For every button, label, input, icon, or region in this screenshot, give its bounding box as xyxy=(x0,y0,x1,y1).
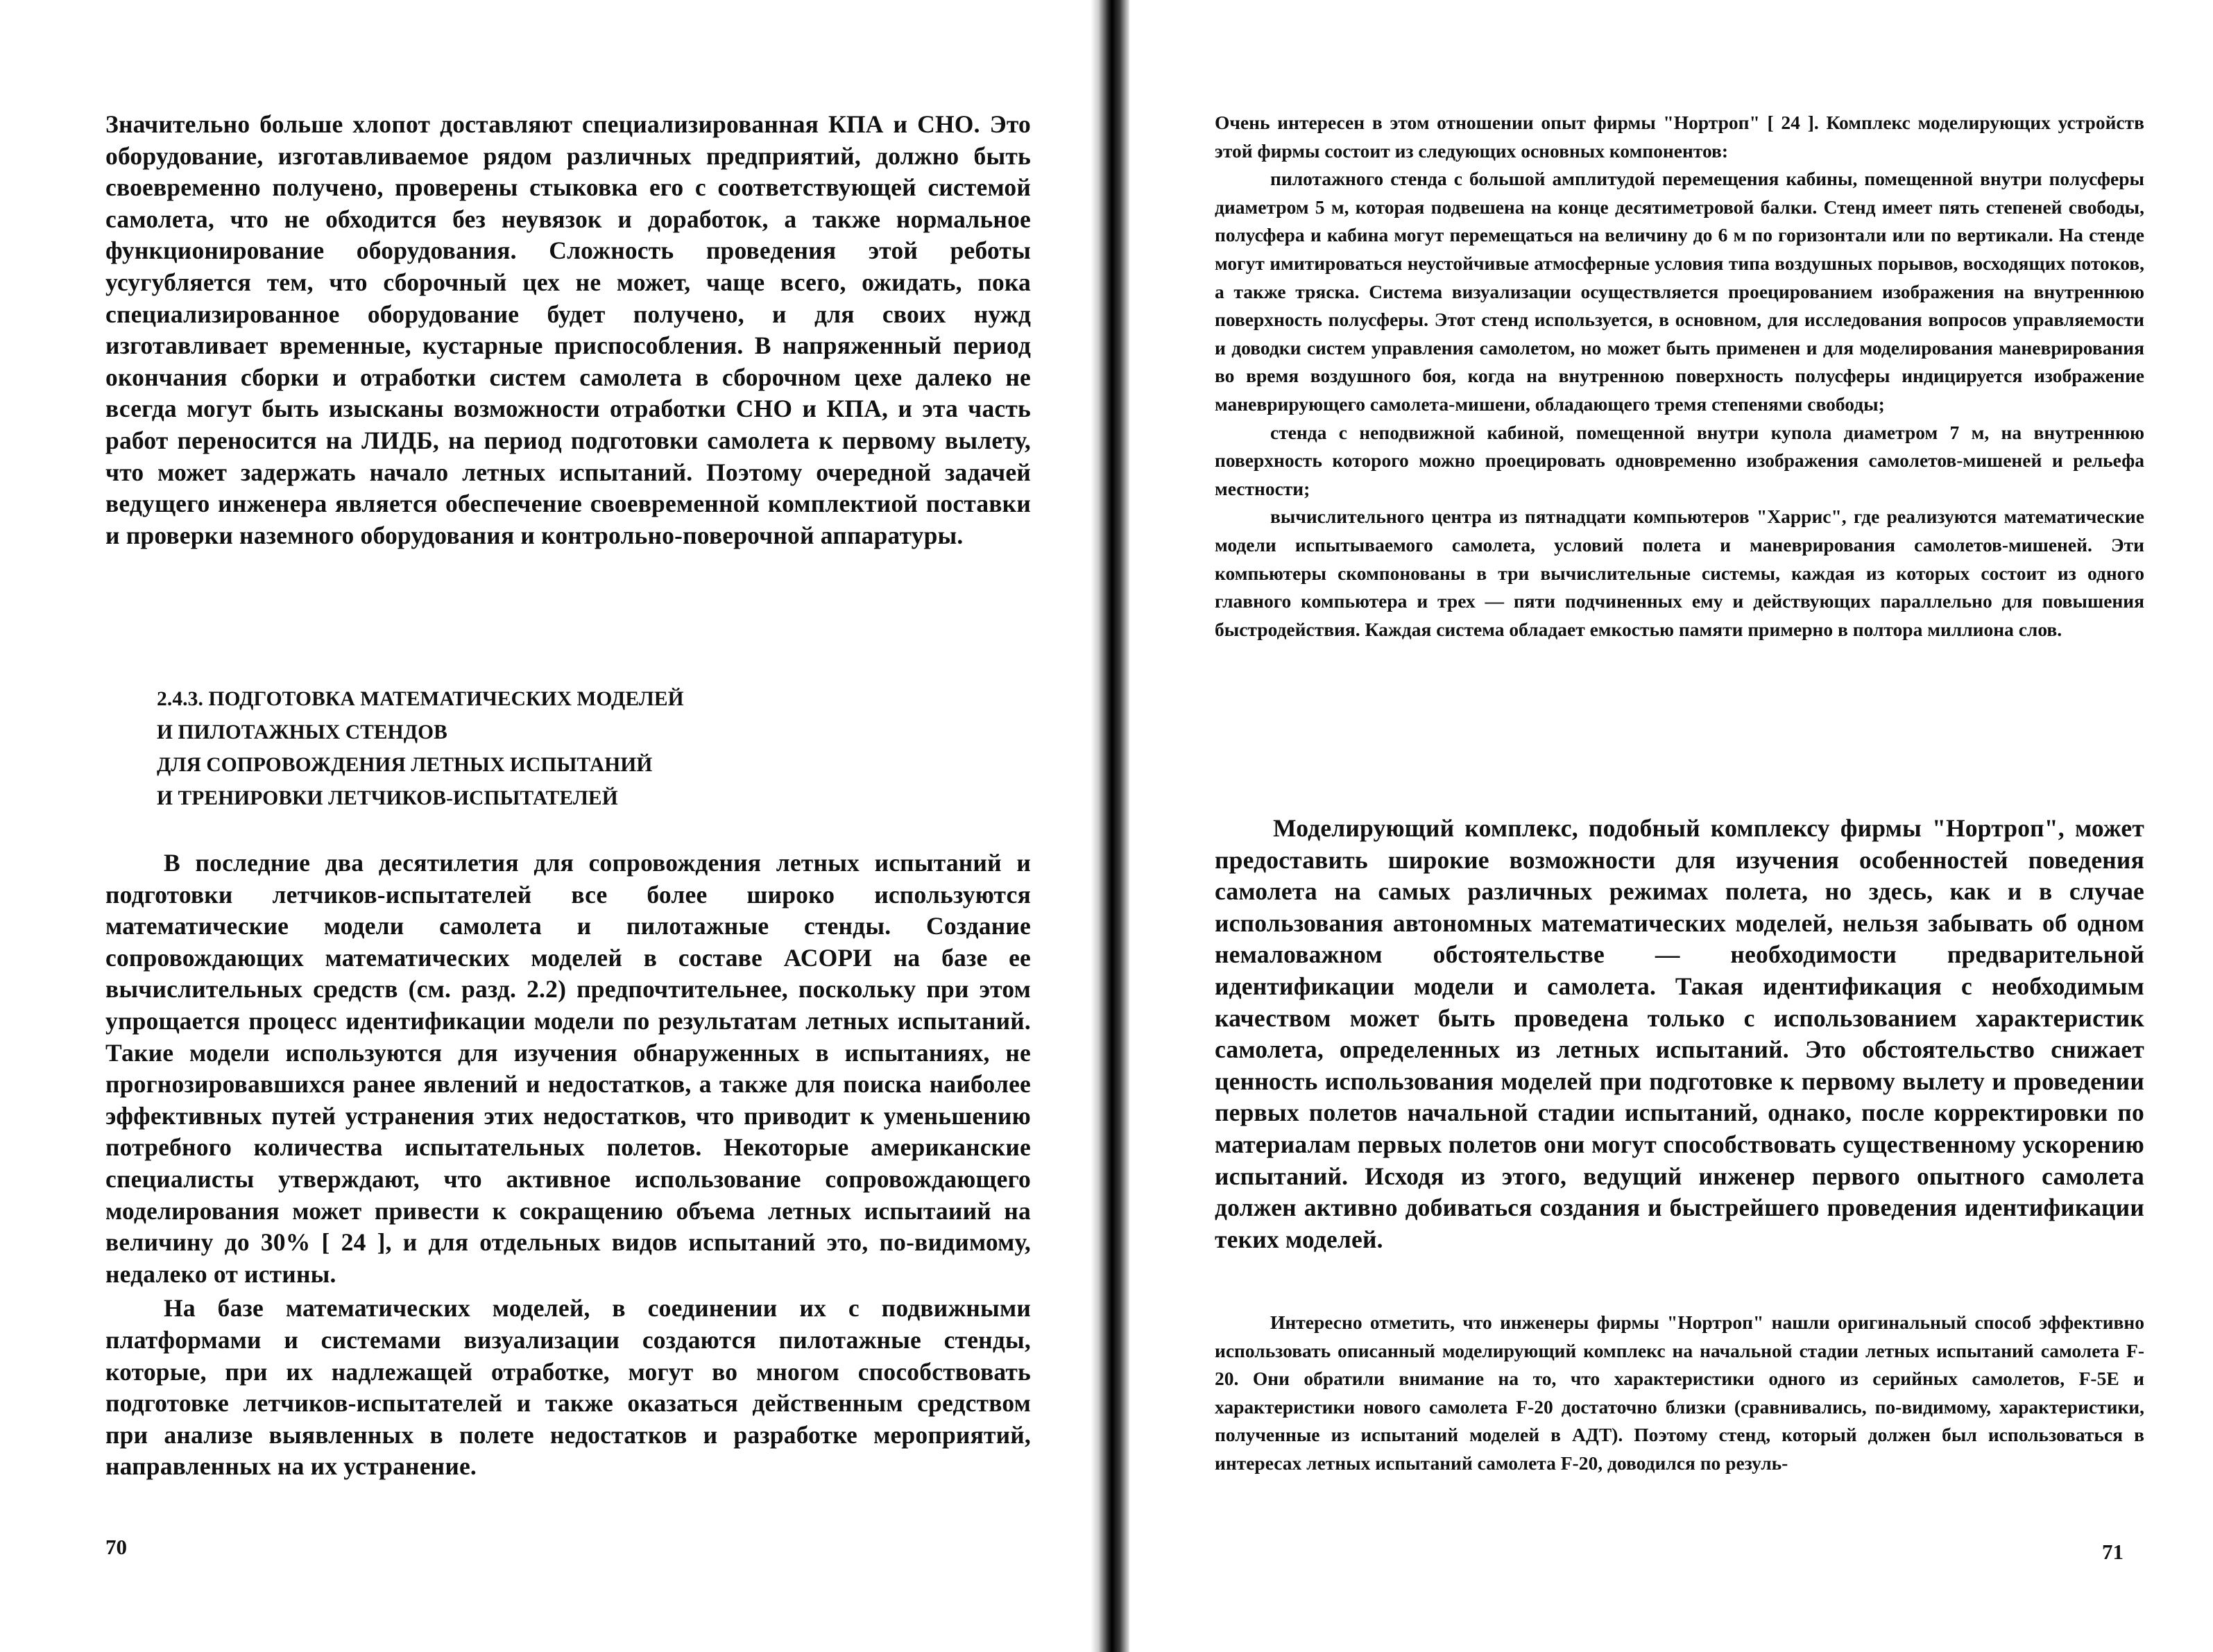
right-page xyxy=(1129,0,2213,1652)
right-paragraph-2: пилотажного стенда с большой амплитудой перемещения кабины, помещенной внутри полусферы диаметром 5 м, которая подвешена на конце десятиметровой балки. Стенд имеет пять степеней свободы, полусфера и кабина могут перемещаться на величину до 6 м по горизонтали или по вертикали. На стенде могут имитироваться неустойчивые атмосферные условия типа воздушных порывов, восходящих потоков, а также тряска. Система визуализации осуществляется проецированием изображения на внутреннюю поверхность полусферы. Этот стенд используется, в основном, для исследования вопросов управляемости и доводки систем управления самолетом, но может быть применен и для моделирования маневрирования во время воздушного боя, когда на внутренною поверхность полусферы индицируется изображение маневрирующего самолета-мишени, обладающего тремя степенями свободы; xyxy=(1215,168,2144,415)
left-page xyxy=(0,0,1091,1652)
right-paragraph-1: Очень интересен в этом отношении опыт фирмы "Нортроп" [ 24 ]. Комплекс моделирующих устройств этой фирмы состоит из следующих основных компонентов: xyxy=(1215,112,2144,162)
left-text-block-2 xyxy=(105,847,1031,1483)
left-paragraph-1: Значительно больше хлопот доставляют специализированная КПА и СНО. Это оборудование, изготавливаемое рядом различных предприятий, должно быть своевременно получено, проверены стыковка его с соответствующей системой самолета, что не обходится без неувязок и доработок, а также нормальное функционирование оборудования. Сложность проведения этой реботы усугубляется тем, что сборочный цех не может, чаще всего, ожидать, пока специализированное оборудование будет получено, и для своих нужд изготавливает временные, кустарные приспособления. В напряженный период окончания сборки и отработки систем самолета в сборочном цехе далеко не всегда могут быть изысканы возможности отработки СНО и КПА, и эта часть работ переносится на ЛИДБ, на период подготовки самолета к первому вылету, что может задержать начало летных испытаний. Поэтому очередной задачей ведущего инженера является обеспечение своевременной комплектиой поставки и проверки наземного оборудования и контрольно-поверочной аппаратуры. xyxy=(105,110,1031,549)
right-paragraph-3: стенда с неподвижной кабиной, помещенной внутри купола диаметром 7 м, на внутреннюю поверхность которого можно проецировать одновременно изображения самолетов-мишеней и рельефа местности; xyxy=(1215,421,2144,499)
heading-line-1: 2.4.3. ПОДГОТОВКА МАТЕМАТИЧЕСКИХ МОДЕЛЕЙ xyxy=(157,688,684,710)
left-paragraph-2: В последние два десятилетия для сопровождения летных испытаний и подготовки летчиков-испытателей все более широко используются математические модели самолета и пилотажные стенды. Создание сопровождающих математических моделей в составе АСОРИ на базе ее вычислительных средств (см. разд. 2.2) предпочтительнее, поскольку при этом упрощается процесс идентификации модели по результатам летных испытаний. Такие модели используются для изучения обнаруженных в испытаниях, не прогнозировавшихся ранее явлений и недостатков, а также для поиска наиболее эффективных путей устранения этих недостатков, что приводит к уменьшению потребного количества испытательных полетов. Некоторые американские специалисты утверждают, что активное использование сопровождающего моделирования может привести к сокращению объема летных испытаиий на величину до 30% [ 24 ], и для отдельных видов испытаний это, по-видимому, недалеко от истины. xyxy=(105,849,1031,1288)
heading-line-3: ДЛЯ СОПРОВОЖДЕНИЯ ЛЕТНЫХ ИСПЫТАНИЙ xyxy=(157,754,653,776)
right-text-block-2 xyxy=(1215,813,2144,1255)
page-number-right: 71 xyxy=(2102,1540,2124,1564)
left-paragraph-3: На базе математических моделей, в соединении их с подвижными платформами и системами визуализации создаются пилотажные стенды, которые, при их надлежащей отработке, могут во многом способствовать подготовке летчиков-испытателей и также оказаться действенным средством при анализе выявленных в полете недостатков и разработке мероприятий, направленных на их устранение. xyxy=(105,1294,1031,1481)
heading-line-4: И ТРЕНИРОВКИ ЛЕТЧИКОВ-ИСПЫТАТЕЛЕЙ xyxy=(157,786,618,809)
section-heading xyxy=(157,683,989,815)
right-paragraph-4: вычислительного центра из пятнадцати компьютеров "Харрис", где реализуются математические модели испытываемого самолета, условий полета и маневрирования самолетов-мишеней. Эти компьютеры скомпонованы в три вычислительные системы, каждая из которых состоит из одного главного компьютера и трех — пяти подчиненных ему и действующих параллельно для повышения быстродействия. Каждая система обладает емкостью памяти примерно в полтора миллиона слов. xyxy=(1215,506,2144,640)
right-paragraph-6: Интересно отметить, что инженеры фирмы "Нортроп" нашли оригинальный способ эффективно использовать описанный моделирующий комплекс на начальной стадии летных испытаний самолета F-20. Они обратили внимание на то, что характеристики одного из серийных самолетов, F-5E и характеристики нового самолета F-20 достаточно близки (сравнивались, по-видимому, характеристики, полученные из испытаний моделей в АДТ). Поэтому стенд, который должен был использоваться в интересах летных испытаний самолета F-20, доводился по резуль- xyxy=(1215,1311,2144,1474)
heading-line-2: И ПИЛОТАЖНЫХ СТЕНДОВ xyxy=(157,721,447,743)
right-paragraph-5: Моделирующий комплекс, подобный комплексу фирмы "Нортроп", может предоставить широкие возможности для изучения особенностей поведения самолета на самых различных режимах полета, но здесь, как и в случае использования автономных математических моделей, нельзя забывать об одном немаловажном обстоятельстве — необходимости предварительной идентификации модели и самолета. Такая идентификация с необходимым качеством может быть проведена только с использованием характеристик самолета, определенных из летных испытаний. Это обстоятельство снижает ценность использования моделей при подготовке к первому вылету и проведении первых полетов начальной стадии испытаний, однако, после корректировки по материалам первых полетов они могут способствовать существенному ускорению испытаний. Исходя из этого, ведущий инженер первого опытного самолета должен активно добиваться создания и быстрейшего проведения идентификации теких моделей. xyxy=(1215,814,2144,1253)
left-text-block-1 xyxy=(105,109,1031,551)
right-text-block-3 xyxy=(1215,1309,2144,1478)
right-text-block-1 xyxy=(1215,109,2144,644)
book-spine xyxy=(1091,0,1129,1652)
page-number-left: 70 xyxy=(105,1535,127,1559)
